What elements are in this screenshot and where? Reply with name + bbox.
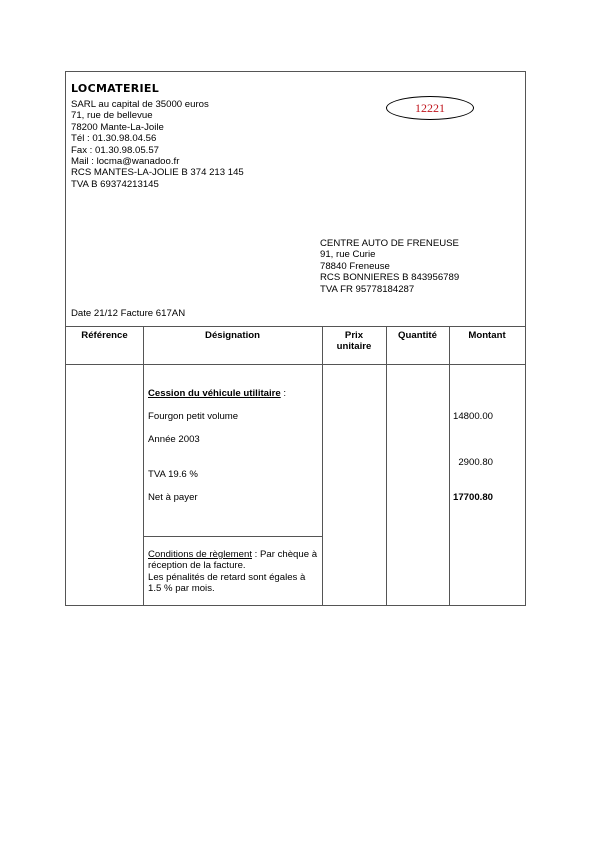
client-address bbox=[320, 238, 459, 295]
stamp-number: 12221 bbox=[415, 100, 445, 115]
company-line: 71, rue de bellevue bbox=[71, 110, 153, 122]
header-unit-price bbox=[322, 330, 386, 353]
line-item-label: Année 2003 bbox=[148, 434, 200, 445]
client-line: 91, rue Curie bbox=[320, 249, 376, 261]
table-header-border bbox=[66, 364, 525, 365]
invoice-number-stamp bbox=[386, 96, 474, 120]
header-unit-price-line: unitaire bbox=[336, 341, 372, 353]
invoice-date-number: Date 21/12 Facture 617AN bbox=[71, 308, 186, 319]
line-item-label: Fourgon petit volume bbox=[148, 411, 239, 422]
company-address bbox=[71, 99, 244, 190]
header-amount: Montant bbox=[468, 330, 506, 341]
company-line: RCS MANTES-LA-JOLIE B 374 213 145 bbox=[71, 167, 244, 179]
company-line: TVA B 69374213145 bbox=[71, 178, 159, 190]
payment-terms-title: Conditions de règlement bbox=[148, 549, 252, 560]
company-line: SARL au capital de 35000 euros bbox=[71, 99, 209, 110]
header-unit-price-line: Prix bbox=[344, 330, 364, 341]
invoice-document bbox=[65, 71, 526, 606]
company-line: 78200 Mante-La-Joile bbox=[71, 121, 164, 133]
header-quantity: Quantité bbox=[398, 330, 437, 341]
header-designation: Désignation bbox=[205, 330, 260, 341]
line-item-label: TVA 19.6 % bbox=[148, 469, 198, 480]
line-item-amount: 14800.00 bbox=[452, 411, 493, 422]
column-divider bbox=[143, 326, 144, 605]
section-title-colon: : bbox=[280, 388, 287, 399]
company-name: LOCMATERIEL bbox=[71, 82, 160, 95]
line-item-amount: 2900.80 bbox=[458, 457, 493, 468]
client-line: 78840 Freneuse bbox=[320, 260, 390, 272]
column-divider bbox=[449, 326, 450, 605]
table-top-border bbox=[66, 326, 525, 327]
client-line: RCS BONNIERES B 843956789 bbox=[320, 272, 460, 284]
line-item-label: Net à payer bbox=[148, 492, 198, 503]
payment-terms-rest: : Par chèque à réception de la facture. bbox=[148, 549, 318, 572]
payment-terms-penalty: Les pénalités de retard sont égales à 1.5 % par mois. bbox=[148, 571, 306, 595]
payment-terms-line bbox=[148, 549, 320, 572]
header-reference: Référence bbox=[81, 330, 128, 341]
client-line: TVA FR 95778184287 bbox=[320, 283, 415, 295]
total-amount: 17700.80 bbox=[452, 492, 493, 503]
section-title-text: Cession du véhicule utilitaire bbox=[148, 388, 281, 399]
column-divider bbox=[322, 326, 323, 605]
column-divider bbox=[386, 326, 387, 605]
section-title bbox=[148, 388, 286, 399]
company-line: Tél : 01.30.98.04.56 bbox=[71, 133, 157, 145]
company-line: Mail : locma@wanadoo.fr bbox=[71, 156, 180, 168]
payment-terms bbox=[148, 549, 320, 595]
client-line: CENTRE AUTO DE FRENEUSE bbox=[320, 238, 459, 249]
company-line: Fax : 01.30.98.05.57 bbox=[71, 144, 160, 156]
designation-divider bbox=[143, 536, 323, 537]
